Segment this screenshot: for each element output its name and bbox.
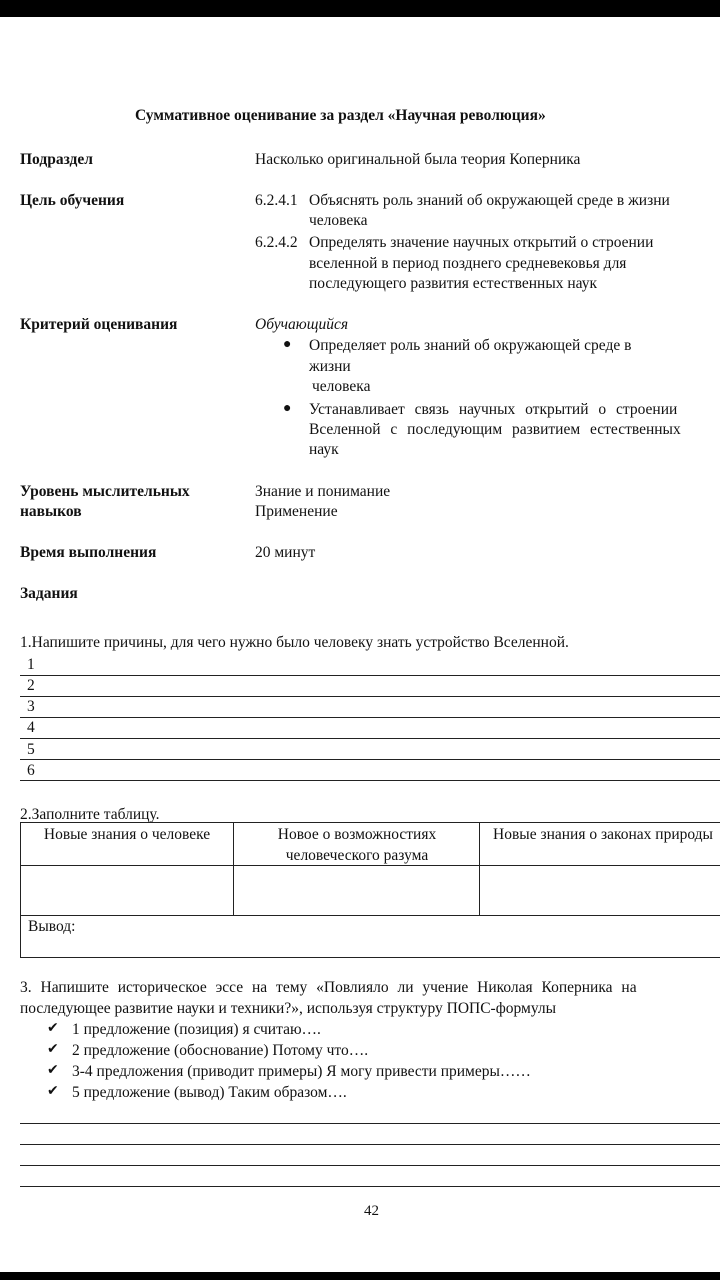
criteria-1-line3: человека — [312, 378, 371, 395]
table-conclusion-label: Вывод: — [28, 918, 76, 935]
answer-line[interactable] — [20, 738, 720, 739]
table-answer-cell-col3[interactable] — [479, 865, 720, 916]
criteria-label: Критерий оценивания — [20, 316, 178, 333]
time-label: Время выполнения — [20, 544, 157, 561]
checkmark-icon: ✔ — [47, 1083, 59, 1099]
page-number: 42 — [364, 1203, 379, 1219]
goal-2-code: 6.2.4.2 — [255, 234, 298, 251]
criteria-2-line1: Устанавливает связь научных открытий о строении — [309, 401, 678, 418]
essay-answer-line[interactable] — [20, 1165, 720, 1166]
criteria-2-line2: Вселенной с последующим развитием естественных — [309, 421, 681, 438]
task3-item: 3-4 предложения (приводит примеры) Я могу привести примеры…… — [72, 1063, 531, 1080]
goal-2-line3: последующего развития естественных наук — [309, 275, 598, 292]
answer-line[interactable] — [20, 759, 720, 760]
goal-2-line2: вселенной в период позднего средневековья для — [309, 255, 627, 272]
answer-line[interactable] — [20, 696, 720, 697]
level-label-1: Уровень мыслительных — [20, 483, 190, 500]
task1-prompt: 1.Напишите причины, для чего нужно было человеку знать устройство Вселенной. — [20, 634, 569, 651]
bullet-icon: ● — [283, 337, 292, 352]
goal-1-line1: Объяснять роль знаний об окружающей среде в жизни — [309, 192, 670, 209]
level-label-2: навыков — [20, 503, 82, 520]
goal-1-code: 6.2.4.1 — [255, 192, 298, 209]
table-conclusion-cell[interactable] — [20, 915, 720, 958]
task3-prompt-line1: 3. Напишите историческое эссе на тему «Повлияло ли учение Николая Коперника на — [20, 979, 637, 996]
answer-line[interactable] — [20, 717, 720, 718]
criteria-intro: Обучающийся — [255, 316, 349, 333]
goal-label: Цель обучения — [20, 192, 125, 209]
bottom-black-bar — [0, 1272, 720, 1280]
criteria-2-line3: наук — [309, 441, 339, 458]
checkmark-icon: ✔ — [47, 1041, 59, 1057]
criteria-1-line2: жизни — [309, 358, 351, 375]
table-header-col1: Новые знания о человеке — [43, 826, 211, 843]
table-header-col3: Новые знания о законах природы — [493, 826, 713, 843]
top-black-bar — [0, 0, 720, 17]
essay-answer-line[interactable] — [20, 1186, 720, 1187]
level-value-1: Знание и понимание — [255, 483, 391, 500]
answer-line-number: 4 — [27, 719, 35, 736]
goal-2-line1: Определять значение научных открытий о строении — [309, 234, 654, 251]
answer-line-number: 5 — [27, 741, 35, 758]
answer-line-number: 1 — [27, 656, 35, 673]
task3-item: 5 предложение (вывод) Таким образом…. — [72, 1084, 347, 1101]
answer-line[interactable] — [20, 675, 720, 676]
task3-item: 2 предложение (обоснование) Потому что…. — [72, 1042, 369, 1059]
level-value-2: Применение — [255, 503, 338, 520]
answer-line-number: 2 — [27, 677, 35, 694]
table-header-col2: Новое о возможностиях человеческого разума — [277, 826, 437, 864]
time-value: 20 минут — [255, 544, 316, 561]
checkmark-icon: ✔ — [47, 1062, 59, 1078]
answer-line-number: 6 — [27, 762, 35, 779]
goal-1-line2: человека — [309, 212, 368, 229]
task2-prompt: 2.Заполните таблицу. — [20, 806, 160, 823]
essay-answer-line[interactable] — [20, 1123, 720, 1124]
checkmark-icon: ✔ — [47, 1020, 59, 1036]
subsection-label: Подраздел — [20, 151, 93, 168]
table-answer-cell-col2[interactable] — [233, 865, 480, 916]
document-title: Суммативное оценивание за раздел «Научная революция» — [135, 107, 546, 124]
task3-item: 1 предложение (позиция) я считаю…. — [72, 1021, 321, 1038]
bullet-icon: ● — [283, 401, 292, 416]
essay-answer-line[interactable] — [20, 1144, 720, 1145]
task3-prompt-line2: последующее развитие науки и техники?», используя структуру ПОПС-формулы — [20, 1000, 557, 1017]
tasks-heading: Задания — [20, 585, 78, 602]
table-answer-cell-col1[interactable] — [20, 865, 234, 916]
answer-line[interactable] — [20, 780, 720, 781]
answer-line-number: 3 — [27, 698, 35, 715]
subsection-value: Насколько оригинальной была теория Коперника — [255, 151, 581, 168]
criteria-1-line1: Определяет роль знаний об окружающей среде в — [309, 337, 632, 354]
